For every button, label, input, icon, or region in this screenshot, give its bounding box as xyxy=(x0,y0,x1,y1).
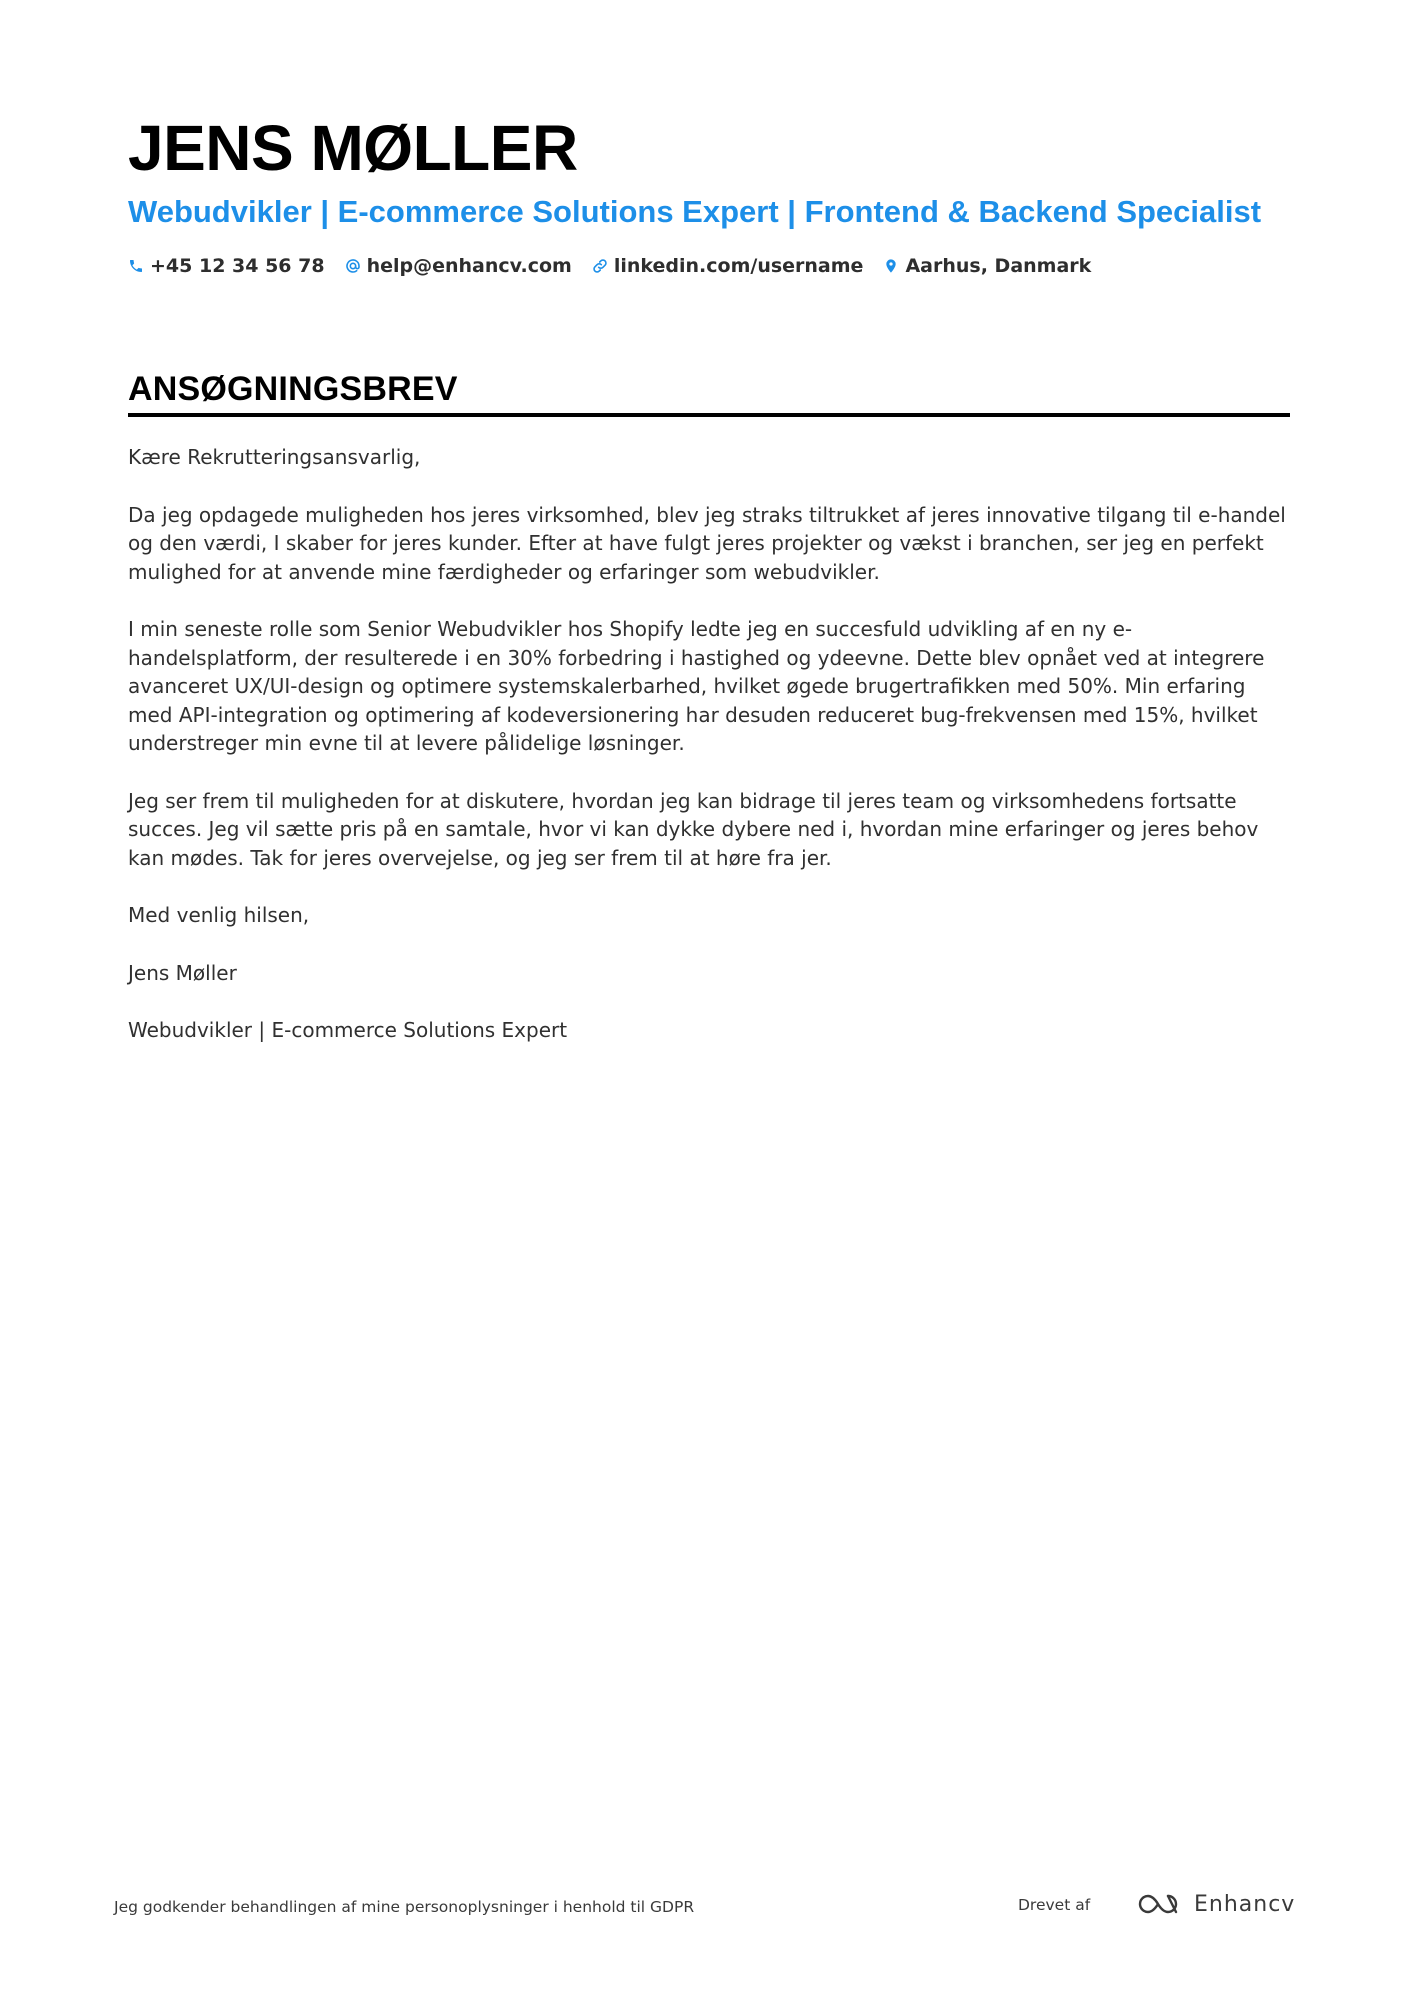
section-divider xyxy=(128,413,1290,417)
powered-by-label: Drevet af xyxy=(1018,1896,1091,1914)
candidate-headline: Webudvikler | E-commerce Solutions Expert | Frontend & Backend Specialist xyxy=(128,194,1262,229)
contact-linkedin[interactable] xyxy=(592,252,864,280)
contact-bar xyxy=(128,252,1290,280)
contact-location xyxy=(883,252,1091,280)
phone-icon xyxy=(128,258,144,274)
email-text: help@enhancv.com xyxy=(366,255,572,277)
contact-email[interactable] xyxy=(345,252,572,280)
gdpr-consent-text: Jeg godkender behandlingen af mine personoplysninger i henhold til GDPR xyxy=(114,1898,695,1916)
letter-closing: Med venlig hilsen, xyxy=(128,903,310,927)
section-title: ANSØGNINGSBREV xyxy=(128,370,458,408)
letter-body xyxy=(128,443,1290,1045)
link-icon xyxy=(592,258,608,274)
cover-letter-page xyxy=(128,112,1290,1074)
enhancv-logo-text: Enhancv xyxy=(1194,1891,1296,1917)
location-text: Aarhus, Danmark xyxy=(905,255,1092,277)
contact-phone[interactable] xyxy=(128,252,325,280)
linkedin-text: linkedin.com/username xyxy=(613,255,864,277)
letter-greeting: Kære Rekrutteringsansvarlig, xyxy=(128,445,421,469)
phone-text: +45 12 34 56 78 xyxy=(150,255,325,277)
candidate-name: JENS MØLLER xyxy=(128,112,578,184)
letter-paragraph-1: Da jeg opdagede muligheden hos jeres virksomhed, blev jeg straks tiltrukket af jeres innovative tilgang til e-handel og den værdi, I skaber for jeres kunder. Efter at have fulgt jeres projekter og vækst i branchen, ser jeg en perfekt mulighed for at anvende mine færdigheder og erfaringer som webudvikler. xyxy=(128,502,1286,584)
enhancv-logo[interactable] xyxy=(1138,1890,1295,1918)
letter-paragraph-3: Jeg ser frem til muligheden for at diskutere, hvordan jeg kan bidrage til jeres team og virksomhedens fortsatte succes. Jeg vil sætte pris på en samtale, hvor vi kan dykke dybere ned i, hvordan mine erfaringer og jeres behov kan mødes. Tak for jeres overvejelse, og jeg ser frem til at høre fra jer. xyxy=(128,788,1259,870)
letter-paragraph-2: I min seneste rolle som Senior Webudvikler hos Shopify ledte jeg en succesfuld udvikling af en ny e-handelsplatform, der resulterede i en 30% forbedring i hastighed og ydeevne. Dette blev opnået ved at integrere avanceret UX/UI-design og optimere systemskalerbarhed, hvilket øgede brugertrafikken med 50%. Min erfaring med API-integration og optimering af kodeversionering har desuden reduceret bug-frekvensen med 15%, hvilket understreger min evne til at levere pålidelige løsninger. xyxy=(128,617,1265,755)
map-pin-icon xyxy=(883,258,899,274)
at-icon xyxy=(345,258,361,274)
enhancv-logo-icon xyxy=(1138,1890,1186,1918)
signature-name: Jens Møller xyxy=(128,960,237,985)
signature-title: Webudvikler | E-commerce Solutions Expert xyxy=(128,1018,568,1042)
page-footer xyxy=(114,1890,1296,1920)
